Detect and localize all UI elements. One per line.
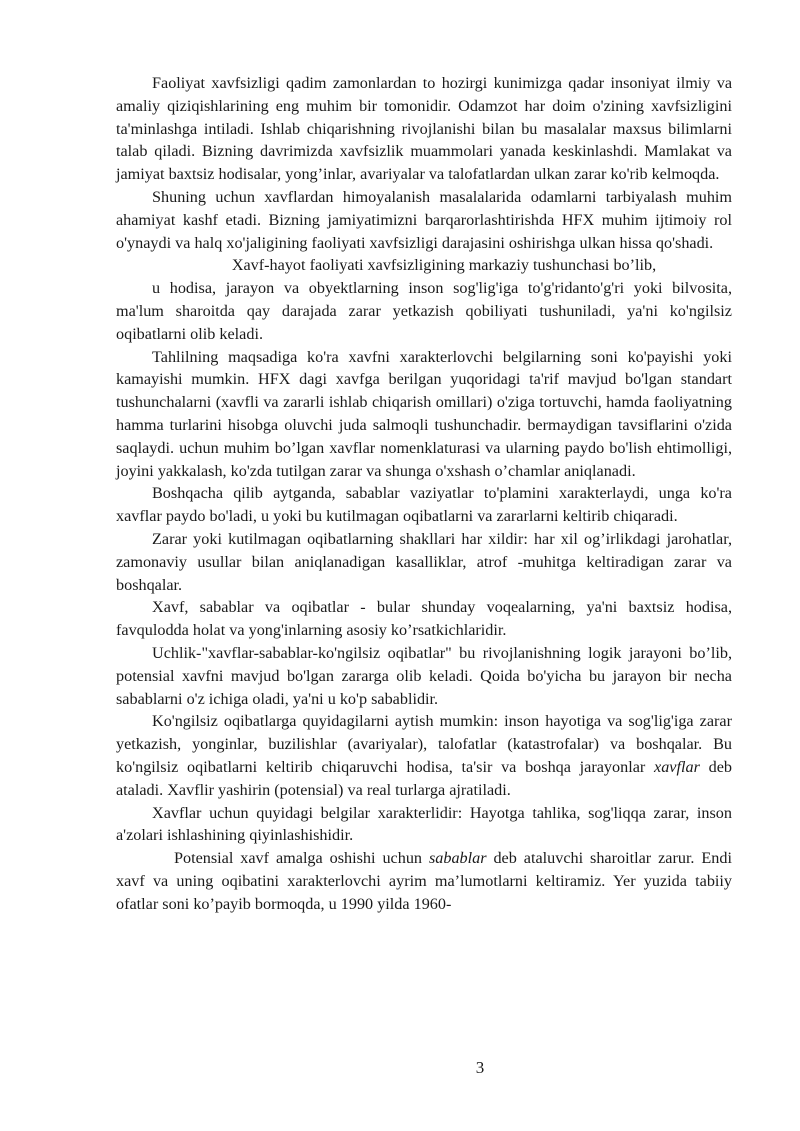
paragraph-12-text-end: deb ataluvchi sharoitlar zarur. Endi xavf va uning oqibatini xarakterlovchi ayrim ma’lumotlarni keltiramiz. Yer yuzida tabiiy ofatlar soni ko’payib bormoqda, u 1990 yilda 1960- (116, 849, 732, 913)
paragraph-12-text-start: Potensial xavf amalga oshishi uchun (174, 849, 429, 868)
paragraph-6: Boshqacha qilib aytganda, sabablar vaziyatlar to'plamini xarakterlaydi, unga ko'ra xavflar paydo bo'ladi, u yoki bu kutilmagan oqibatlarni va zararlarni keltirib chiqaradi. (116, 484, 732, 526)
paragraph-9: Uchlik-"xavflar-sabablar-ko'ngilsiz oqibatlar" bu rivojlanishning logik jarayoni bo’lib, potensial xavfni mavjud bo'lgan zararga olib keladi. Qoida bo'yicha bu jarayon bir necha sabablarni o'z ichiga oladi, ya'ni u ko'p sabablidir. (116, 643, 732, 708)
paragraph-2: Shuning uchun xavflardan himoyalanish masalalarida odamlarni tarbiyalash muhim ahamiyat kashf etadi. Bizning jamiyatimizni barqarorlashtirishda HFX muhim ijtimoiy rol o'ynaydi va halq xo'jaligining faoliyati xavfsizligi darajasini oshirishga ulkan hissa qo'shadi. (116, 187, 732, 252)
paragraph-8: Xavf, sabablar va oqibatlar - bular shunday voqealarning, ya'ni baxtsiz hodisa, favqulodda holat va yong'inlarning asosiy ko’rsatkichlaridir. (116, 598, 732, 640)
paragraph-5: Tahlilning maqsadiga ko'ra xavfni xarakterlovchi belgilarning soni ko'payishi yoki kamayishi mumkin. HFX dagi xavfga berilgan yuqoridagi ta'rif mavjud bo'lgan standart tushunchalarni (xavfli va zararli ishlab chiqarish omillari) o'ziga tortuvchi, hamda faoliyatning hamma turlarini hisobga oluvchi juda salmoqli tushunchadir. bermaydigan tavsiflarini o'zida saqlaydi. uchun muhim bo’lgan xavflar nomenklaturasi va ularning paydo bo'lish ehtimolligi, joyini yakkalash, ko'zda tutilgan zarar va shunga o'xshash o’chamlar aniqlanadi. (116, 347, 732, 480)
paragraph-10-italic-term: xavflar (654, 757, 700, 776)
paragraph-1: Faoliyat xavfsizligi qadim zamonlardan to hozirgi kunimizga qadar insoniyat ilmiy va amaliy qiziqishlarining eng muhim bir tomonidir. Odamzot har doim o'zining xavfsizligini ta'minlashga intiladi. Ishlab chiqarishning rivojlanishi bilan bu masalalar maxsus bilimlarni talab qiladi. Bizning davrimizda xavfsizlik muammolari yanada keskinlashdi. Mamlakat va jamiyat baxtsiz hodisalar, yong’inlar, avariyalar va talofatlardan ulkan zarar ko'rib kelmoqda. (116, 74, 732, 184)
paragraph-10-text-start: Ko'ngilsiz oqibatlarga quyidagilarni aytish mumkin: inson hayotiga va sog'lig'iga zarar yetkazish, yonginlar, buzilishlar (avariyalar), talofatlar (katastrofalar) va boshqalar. Bu ko'ngilsiz oqibatlarni keltirib chiqaruvchi hodisa, ta'sir va boshqa jarayonlar (116, 712, 732, 776)
paragraph-3: Xavf-hayot faoliyati xavfsizligining markaziy tushunchasi bo’lib, (231, 256, 657, 275)
paragraph-10 (116, 710, 732, 801)
paragraph-10-text-end: deb ataladi. Xavflir yashirin (potensial) va real turlarga ajratiladi. (116, 757, 732, 799)
paragraph-11: Xavflar uchun quyidagi belgilar xarakterlidir: Hayotga tahlika, sog'liqqa zarar, inson a'zolari ishlashining qiyinlashishidir. (116, 803, 732, 845)
page-number: 3 (475, 1058, 485, 1077)
paragraph-12 (116, 847, 732, 915)
document-body (116, 72, 732, 915)
paragraph-4: u hodisa, jarayon va obyektlarning inson sog'lig'iga to'g'ridanto'g'ri yoki bilvosita, ma'lum sharoitda qay darajada zarar yetkazish qobiliyati tushuniladi, ya'ni ko'ngilsiz oqibatlarni olib keladi. (116, 279, 732, 343)
paragraph-7: Zarar yoki kutilmagan oqibatlarning shakllari har xildir: har xil og’irlikdagi jarohatlar, zamonaviy usullar bilan aniqlanadigan kasalliklar, atrof -muhitga keltiradigan zarar va boshqalar. (116, 529, 732, 594)
paragraph-12-italic-term: sabablar (428, 849, 487, 868)
